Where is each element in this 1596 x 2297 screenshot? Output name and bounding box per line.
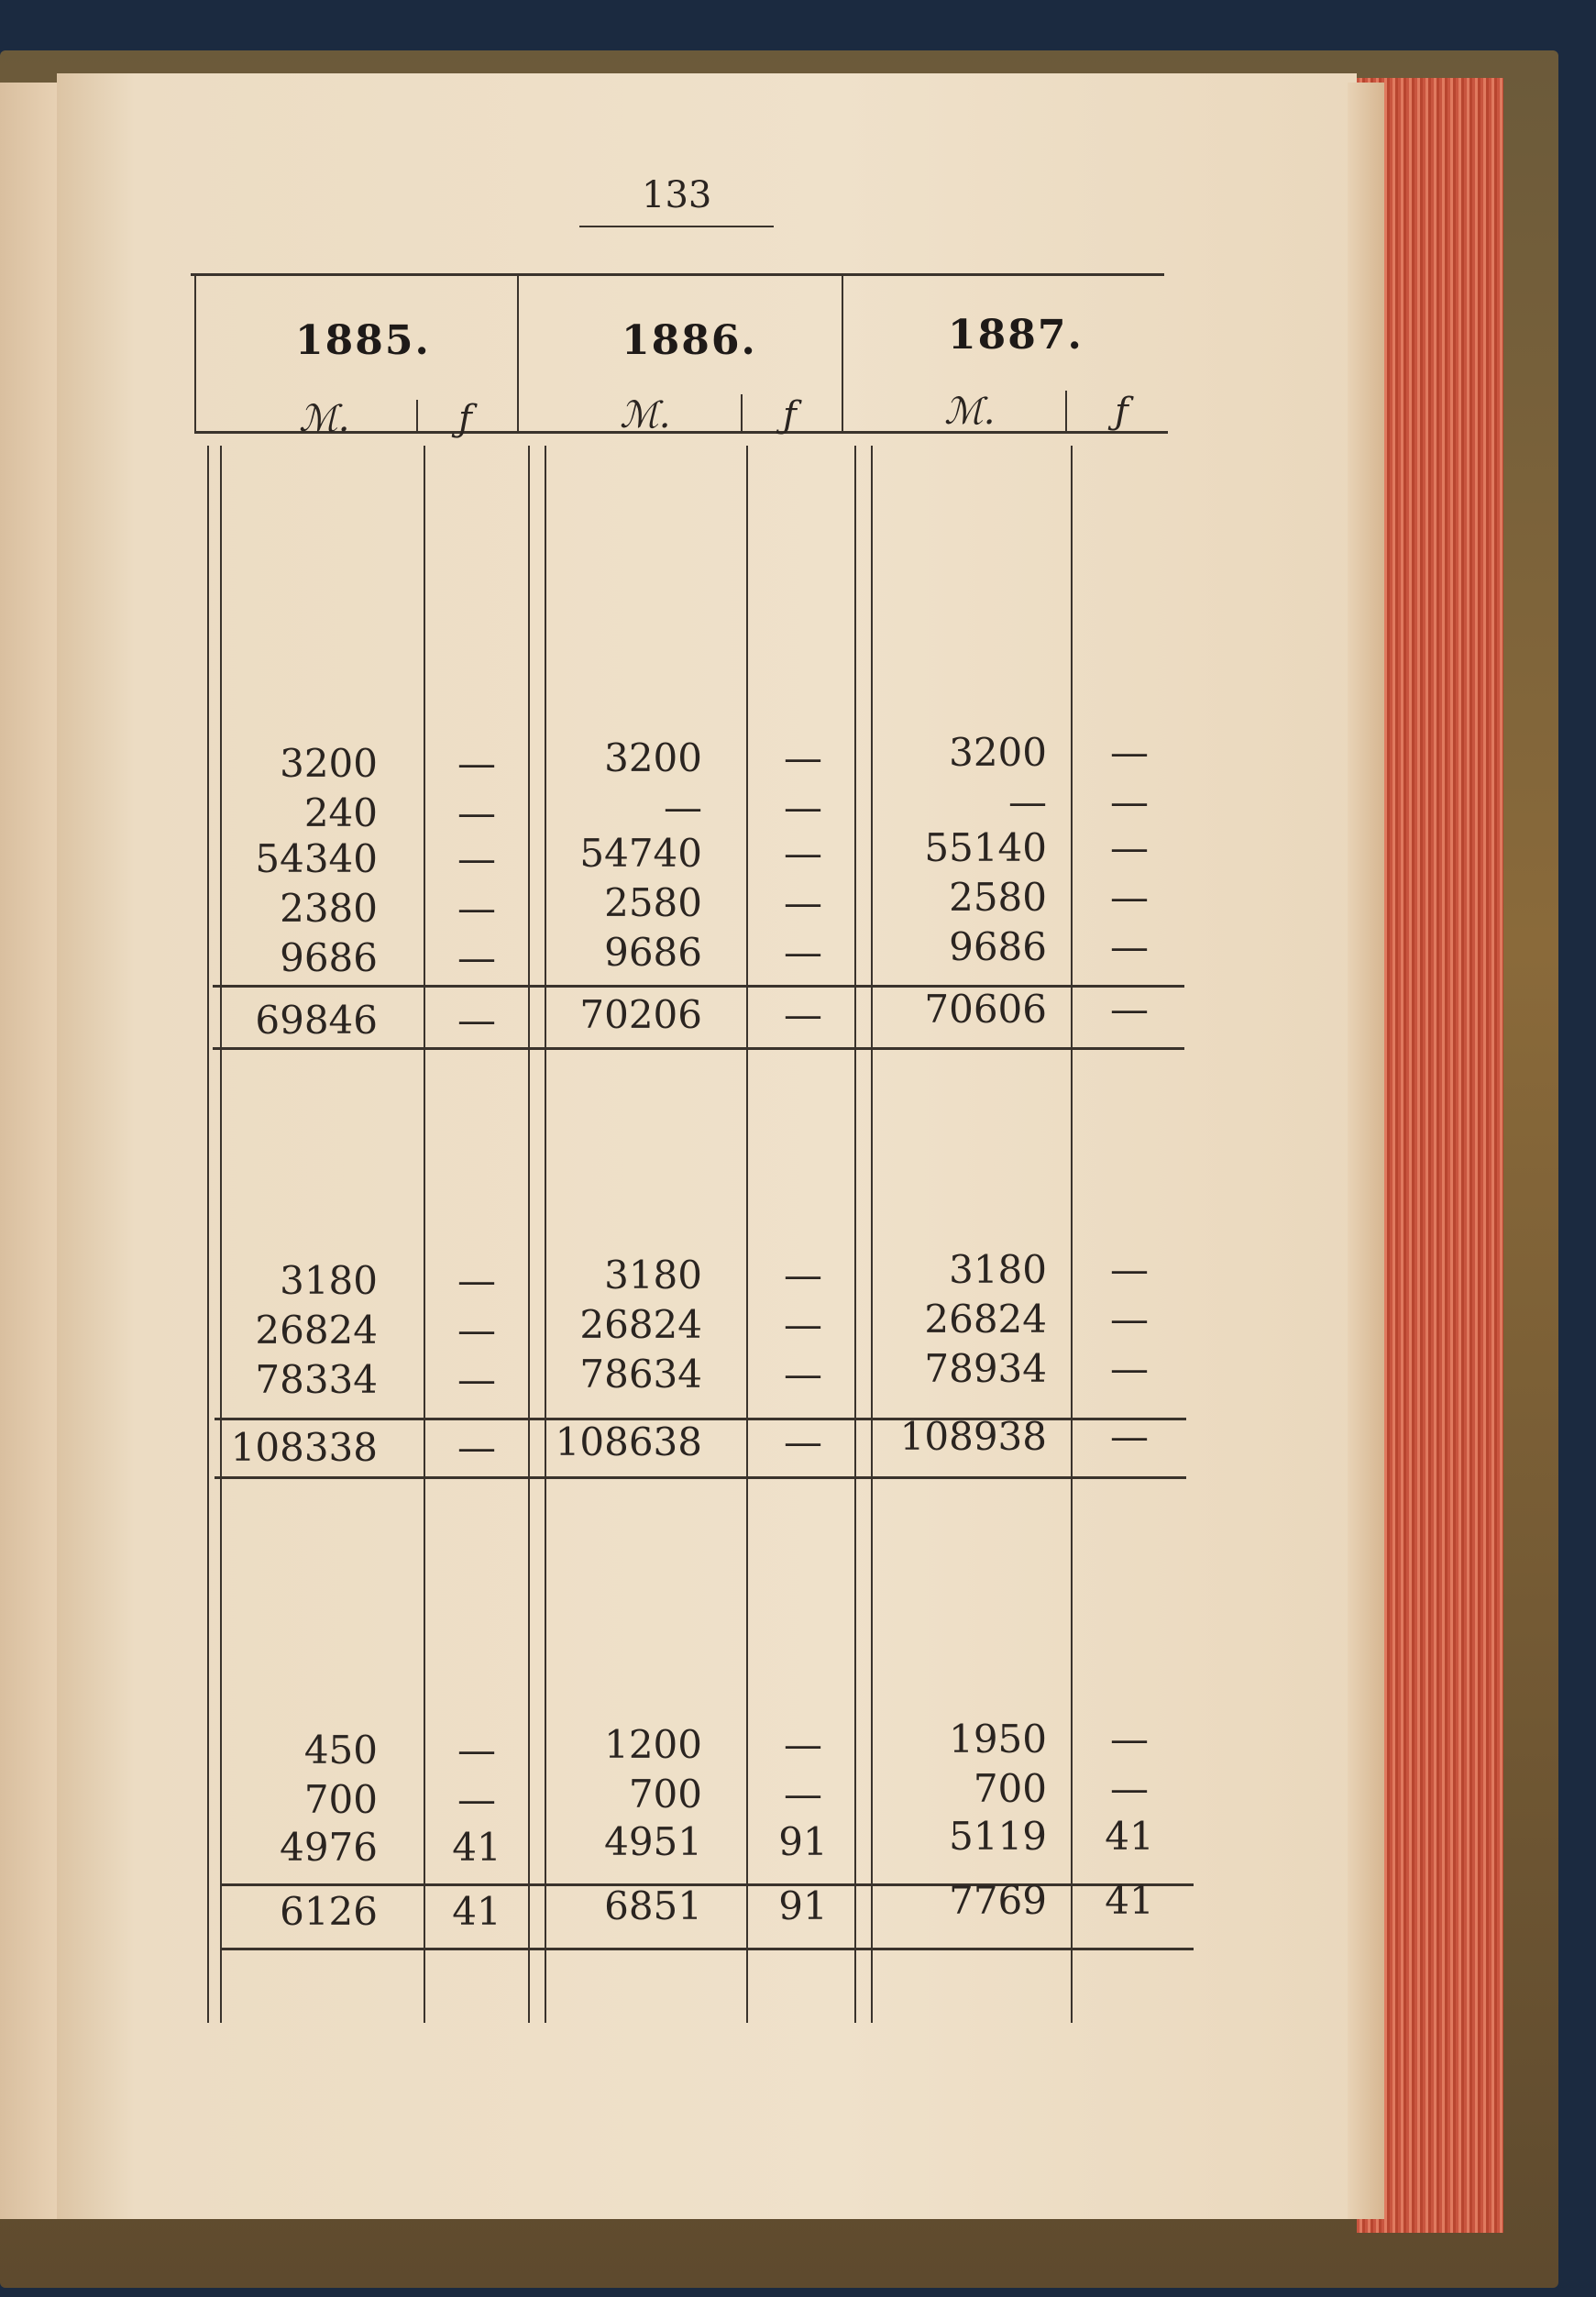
section3-cell: 41: [452, 1825, 501, 1870]
section1-cell: 55140: [924, 825, 1047, 870]
col-divider-left: [194, 275, 196, 431]
section1-cell: 9686: [604, 930, 702, 975]
sum-rule-3-top: [220, 1883, 1194, 1886]
section1-cell: —: [1110, 779, 1149, 824]
section3-cell: 4951: [604, 1819, 702, 1864]
section1-cell: 54740: [579, 831, 702, 876]
section2-cell: —: [1110, 1297, 1149, 1342]
section3-cell: 700: [303, 1777, 378, 1822]
section1-cell: 2580: [949, 875, 1047, 920]
section1-cell: —: [784, 831, 822, 876]
section3-cell: —: [784, 1772, 822, 1817]
body-line-3: [424, 446, 425, 2023]
section3-cell: —: [457, 1728, 496, 1772]
section1-cell: —: [1110, 825, 1149, 870]
section1-cell: —: [1008, 779, 1047, 824]
section2-cell: 26824: [579, 1302, 702, 1347]
section3-total-cell: 6851: [604, 1883, 702, 1928]
section3-total-cell: 41: [452, 1889, 501, 1934]
section2-cell: —: [1110, 1247, 1149, 1292]
section1-cell: 3200: [280, 741, 378, 786]
section1-total-cell: —: [1110, 987, 1149, 1032]
section3-cell: 700: [973, 1766, 1047, 1811]
unit-pf-1886: ƒ: [783, 394, 797, 436]
section2-cell: 78334: [255, 1357, 378, 1402]
section3-cell: 91: [778, 1819, 828, 1864]
section1-cell: 3200: [949, 730, 1047, 775]
section1-total-cell: 70206: [579, 992, 702, 1037]
section2-cell: —: [457, 1308, 496, 1353]
section1-cell: —: [784, 785, 822, 830]
page-number: 133: [642, 174, 712, 216]
section3-total-cell: 41: [1105, 1878, 1154, 1923]
section3-cell: 1200: [604, 1722, 702, 1767]
section3-cell: 41: [1105, 1814, 1154, 1859]
section1-cell: —: [457, 790, 496, 835]
section2-total-cell: —: [784, 1419, 822, 1464]
section2-total-cell: —: [1110, 1414, 1149, 1459]
section3-cell: 700: [628, 1772, 702, 1817]
section2-total-cell: 108938: [899, 1414, 1047, 1459]
year-1886: 1886.: [622, 317, 757, 364]
section1-cell: —: [457, 741, 496, 786]
section2-cell: 3180: [604, 1253, 702, 1298]
section1-total-cell: —: [784, 992, 822, 1037]
section1-cell: —: [784, 930, 822, 975]
section1-cell: —: [457, 836, 496, 881]
section3-cell: 450: [303, 1728, 378, 1772]
section1-cell: —: [1110, 730, 1149, 775]
section3-cell: —: [1110, 1766, 1149, 1811]
section3-cell: —: [1110, 1717, 1149, 1761]
section2-cell: —: [457, 1258, 496, 1303]
unit-pf-1887: ƒ: [1115, 391, 1128, 433]
section1-total-cell: 69846: [255, 998, 378, 1043]
section3-total-cell: 7769: [949, 1878, 1047, 1923]
section1-cell: —: [1110, 875, 1149, 920]
section2-total-cell: —: [457, 1425, 496, 1470]
section3-cell: —: [457, 1777, 496, 1822]
section3-cell: 5119: [949, 1814, 1047, 1859]
sum-rule-3-bottom: [220, 1948, 1194, 1950]
section1-cell: —: [664, 785, 702, 830]
section2-cell: 78634: [579, 1352, 702, 1397]
col-divider-1886: [517, 275, 519, 431]
section1-cell: 9686: [280, 935, 378, 980]
section2-total-cell: 108338: [230, 1425, 378, 1470]
unit-pf-1885: ƒ: [458, 398, 472, 440]
section1-cell: 54340: [255, 836, 378, 881]
section1-cell: 9686: [949, 924, 1047, 969]
body-line-9: [1071, 446, 1073, 2023]
unit-mark-1885: ℳ.: [299, 398, 350, 440]
sum-rule-2-bottom: [215, 1476, 1186, 1479]
section3-cell: —: [784, 1722, 822, 1767]
section1-cell: 240: [303, 790, 378, 835]
unit-mark-1886: ℳ.: [620, 394, 671, 436]
col-divider-pf-1887: [1065, 391, 1067, 431]
section1-total-cell: 70606: [924, 987, 1047, 1032]
unit-mark-1887: ℳ.: [944, 391, 996, 433]
section3-cell: 4976: [280, 1825, 378, 1870]
section1-cell: 2580: [604, 880, 702, 925]
section1-cell: —: [784, 735, 822, 780]
section2-cell: 26824: [924, 1297, 1047, 1342]
section1-cell: —: [784, 880, 822, 925]
section1-cell: —: [1110, 924, 1149, 969]
section2-total-cell: 108638: [555, 1419, 702, 1464]
section1-cell: —: [457, 886, 496, 931]
section3-total-cell: 6126: [280, 1889, 378, 1934]
year-1887: 1887.: [948, 312, 1084, 359]
col-divider-pf-1886: [741, 394, 743, 431]
section2-cell: 26824: [255, 1308, 378, 1353]
col-divider-1887: [842, 275, 843, 431]
section2-cell: —: [784, 1253, 822, 1298]
section3-total-cell: 91: [778, 1883, 828, 1928]
body-line-6: [746, 446, 748, 2023]
sum-rule-1-bottom: [213, 1047, 1184, 1050]
section1-total-cell: —: [457, 998, 496, 1043]
section1-cell: 2380: [280, 886, 378, 931]
section1-cell: 3200: [604, 735, 702, 780]
section2-cell: 3180: [280, 1258, 378, 1303]
section2-cell: —: [784, 1352, 822, 1397]
col-divider-pf-1885: [416, 400, 418, 433]
section2-cell: —: [1110, 1346, 1149, 1391]
section1-cell: —: [457, 935, 496, 980]
table-top-rule: [191, 273, 1164, 276]
section2-cell: 3180: [949, 1247, 1047, 1292]
section2-cell: 78934: [924, 1346, 1047, 1391]
year-1885: 1885.: [295, 317, 431, 364]
section2-cell: —: [457, 1357, 496, 1402]
section3-cell: 1950: [949, 1717, 1047, 1761]
page-number-rule: [579, 226, 774, 227]
section2-cell: —: [784, 1302, 822, 1347]
